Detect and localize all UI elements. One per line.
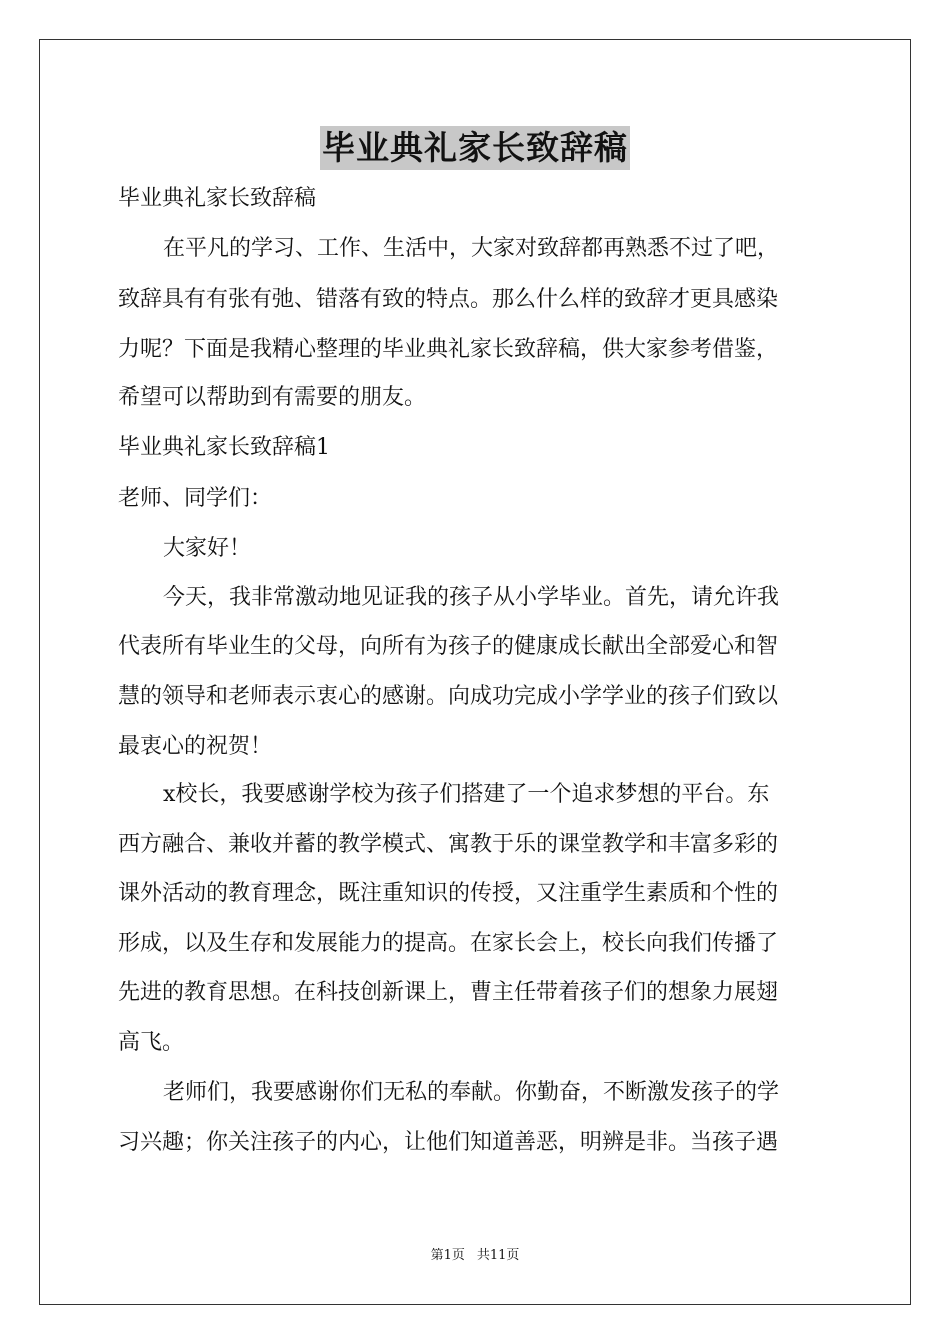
page-footer [0,1247,950,1265]
page-number: 第1页 [430,1248,465,1263]
salutation: 老师、同学们： [118,486,273,511]
page-total: 共11页 [476,1248,520,1263]
body-line: 形成，以及生存和发展能力的提高。在家长会上，校长向我们传播了 [118,931,779,956]
body-line: 希望可以帮助到有需要的朋友。 [118,385,427,410]
body-line: 慧的领导和老师表示衷心的感谢。向成功完成小学学业的孩子们致以 [118,684,779,709]
body-line: 今天，我非常激动地见证我的孩子从小学毕业。首先，请允许我 [163,585,780,610]
body-line: 习兴趣；你关注孩子的内心，让他们知道善恶，明辨是非。当孩子遇 [118,1130,779,1155]
body-line: 老师们，我要感谢你们无私的奉献。你勤奋，不断激发孩子的学 [163,1080,780,1105]
subtitle-line: 毕业典礼家长致辞稿 [118,186,317,211]
title-container [0,126,950,170]
document-title: 毕业典礼家长致辞稿 [320,126,630,170]
body-line: 力呢？下面是我精心整理的毕业典礼家长致辞稿，供大家参考借鉴， [118,337,779,362]
body-line: 代表所有毕业生的父母，向所有为孩子的健康成长献出全部爱心和智 [118,634,779,659]
body-line: 最衷心的祝贺！ [118,734,273,759]
body-line: 致辞具有有张有弛、错落有致的特点。那么什么样的致辞才更具感染 [118,287,779,312]
page-border [39,39,911,1305]
body-line: 先进的教育思想。在科技创新课上，曹主任带着孩子们的想象力展翅 [118,980,779,1005]
greeting: 大家好！ [163,536,252,561]
body-line: 西方融合、兼收并蓄的教学模式、寓教于乐的课堂教学和丰富多彩的 [118,832,779,857]
body-line: 高飞。 [118,1030,185,1055]
body-line: 在平凡的学习、工作、生活中，大家对致辞都再熟悉不过了吧， [163,236,780,261]
body-line: x校长，我要感谢学校为孩子们搭建了一个追求梦想的平台。东 [163,782,770,807]
body-line: 课外活动的教育理念，既注重知识的传授，又注重学生素质和个性的 [118,881,779,906]
section-heading: 毕业典礼家长致辞稿1 [118,435,330,460]
